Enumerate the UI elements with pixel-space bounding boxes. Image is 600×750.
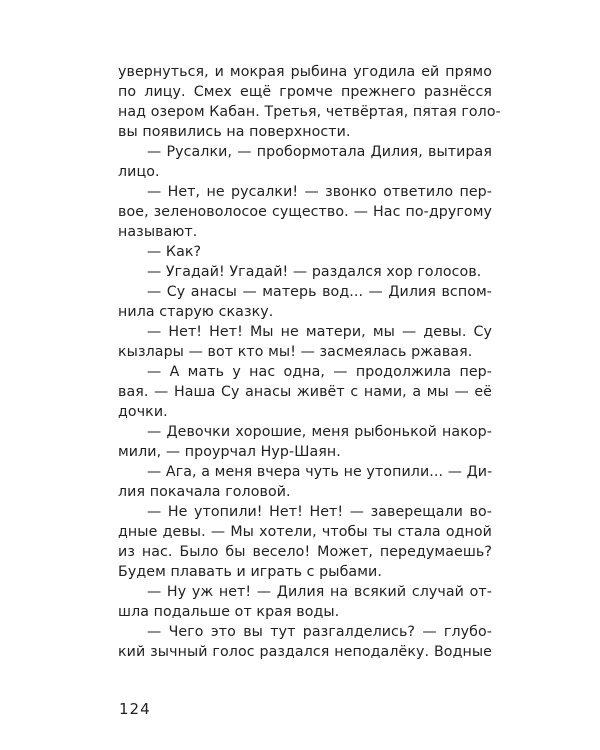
text-line: дочки. [118,404,168,420]
text-line: — Ну уж нет! — Дилия на всякий случай от- [147,584,492,600]
text-line: кызлары — вот кто мы! — засмеялась ржавая. [118,344,473,360]
body-text [118,62,501,662]
text-line: увернуться, и мокрая рыбина угодила ей прямо [118,64,492,80]
page-number: 124 [119,700,151,718]
text-line: вая. — Наша Су анасы живёт с нами, а мы — её [118,384,492,400]
text-line: — Как? [147,244,202,260]
text-line: — А мать у нас одна, — продолжила пер- [147,364,492,380]
text-line: дные девы. — Мы хотели, чтобы ты стала одной [118,524,492,540]
text-line: — Ага, а меня вчера чуть не утопили... — Ди- [147,464,493,480]
text-line: из нас. Было бы весело! Может, передумаешь? [118,544,492,560]
text-line: — Нет, не русалки! — звонко ответило пер- [147,184,492,200]
text-line: называют. [118,224,198,240]
text-line: — Угадай! Угадай! — раздался хор голосов. [147,264,482,280]
text-line: — Чего это вы тут разгалделись? — глубо- [147,624,492,640]
text-line: нила старую сказку. [118,304,274,320]
text-line: лицо. [118,164,160,180]
text-line: вы появились на поверхности. [118,124,351,140]
text-line: Будем плавать и играть с рыбами. [118,564,382,580]
text-line: — Русалки, — пробормотала Дилия, вытирая [147,144,492,160]
text-line: — Нет! Нет! Мы не матери, мы — девы. Су [147,324,492,340]
text-line: — Девочки хорошие, меня рыбонькой накор- [147,424,492,440]
text-line: над озером Кабан. Третья, четвёртая, пятая голо- [118,104,501,120]
text-line: лия покачала головой. [118,484,291,500]
text-line: — Не утопили! Нет! Нет! — заверещали во- [147,504,492,520]
text-line: вое, зеленоволосое существо. — Нас по-другому [118,204,492,220]
text-line: по лицу. Смех ещё громче прежнего разнёсся [118,84,492,100]
text-line: мили, — проурчал Нур-Шаян. [118,444,341,460]
text-line: шла подальше от края воды. [118,604,340,620]
text-line: кий зычный голос раздался неподалёку. Водные [118,644,492,660]
text-line: — Су анасы — матерь вод... — Дилия вспом- [147,284,492,300]
